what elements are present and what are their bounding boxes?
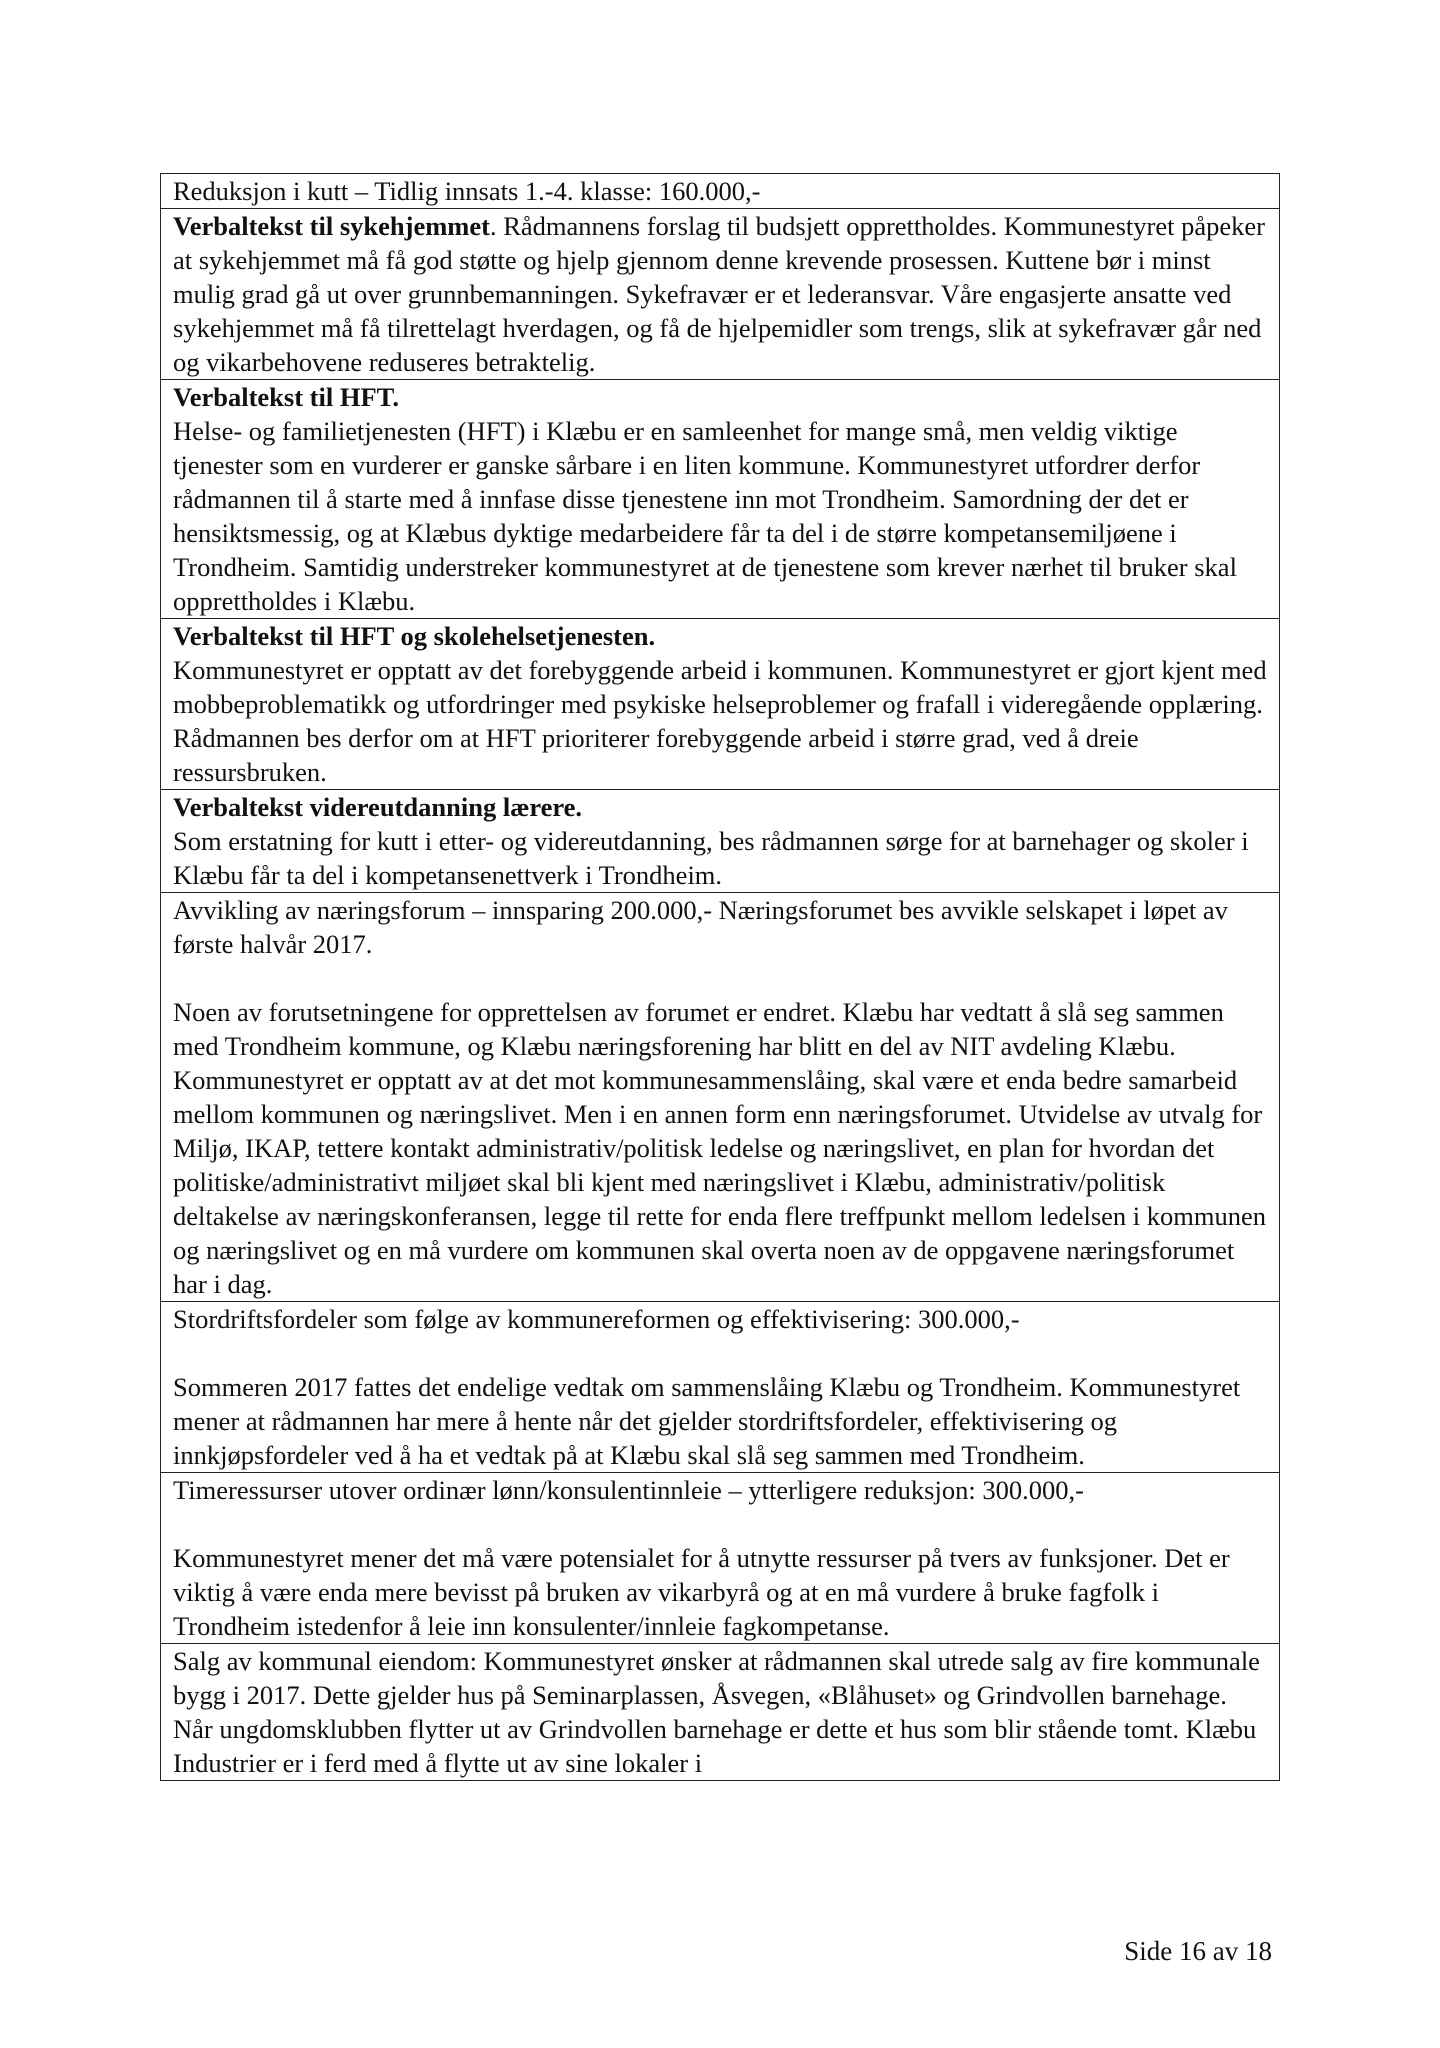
section-heading: Verbaltekst til sykehjemmet xyxy=(173,211,490,241)
table-row xyxy=(161,1473,1280,1644)
section-lead: Stordriftsfordeler som følge av kommunereformen og effektivisering: 300.000,- xyxy=(173,1304,1020,1334)
section-text: Sommeren 2017 fattes det endelige vedtak om sammenslåing Klæbu og Trondheim. Kommunestyret mener at rådmannen har mere å hente når det gjelder stordriftsfordeler, effektivisering og innkjøpsfordeler ved å ha et vedtak på at Klæbu skal slå seg sammen med Trondheim. xyxy=(173,1372,1241,1470)
section-text: Kommunestyret er opptatt av det forebyggende arbeid i kommunen. Kommunestyret er gjort kjent med mobbeproblematikk og utfordringer med psykiske helseproblemer og frafall i videregående opplæring. Rådmannen bes derfor om at HFT prioriterer forebyggende arbeid i større grad, ved å dreie ressursbruken. xyxy=(173,655,1267,787)
section-text: Salg av kommunal eiendom: Kommunestyret ønsker at rådmannen skal utrede salg av fire kommunale bygg i 2017. Dette gjelder hus på Seminarplassen, Åsvegen, «Blåhuset» og Grindvollen barnehage. Når ungdomsklubben flytter ut av Grindvollen barnehage er dette et hus som blir stående tomt. Klæbu Industrier er i ferd med å flytte ut av sine lokaler i xyxy=(173,1646,1260,1778)
table-row xyxy=(161,209,1280,380)
section-text: Helse- og familietjenesten (HFT) i Klæbu er en samleenhet for mange små, men veldig viktige tjenester som en vurderer er ganske sårbare i en liten kommune. Kommunestyret utfordrer derfor rådmannen til å starte med å innfase disse tjenestene inn mot Trondheim. Samordning der det er hensiktsmessig, og at Klæbus dyktige medarbeidere får ta del i de større kompetansemiljøene i Trondheim. Samtidig understreker kommunestyret at de tjenestene som krever nærhet til bruker skal opprettholdes i Klæbu. xyxy=(173,416,1237,616)
document-table xyxy=(160,173,1280,1781)
table-cell xyxy=(161,1473,1280,1644)
section-text: Noen av forutsetningene for opprettelsen av forumet er endret. Klæbu har vedtatt å slå seg sammen med Trondheim kommune, og Klæbu næringsforening har blitt en del av NIT avdeling Klæbu. Kommunestyret er opptatt av at det mot kommunesammenslåing, skal være et enda bedre samarbeid mellom kommunen og næringslivet. Men i en annen form enn næringsforumet. Utvidelse av utvalg for Miljø, IKAP, tettere kontakt administrativ/politisk ledelse og næringslivet, en plan for hvordan det politiske/administrativt miljøet skal bli kjent med næringslivet i Klæbu, administrativ/politisk deltakelse av næringskonferansen, legge til rette for enda flere treffpunkt mellom ledelsen i kommunen og næringslivet og en må vurdere om kommunen skal overta noen av de oppgavene næringsforumet har i dag. xyxy=(173,997,1267,1299)
table-row xyxy=(161,1302,1280,1473)
table-cell xyxy=(161,1302,1280,1473)
table-cell xyxy=(161,174,1280,209)
table-cell xyxy=(161,790,1280,893)
section-text: Kommunestyret mener det må være potensialet for å utnytte ressurser på tvers av funksjoner. Det er viktig å være enda mere bevisst på bruken av vikarbyrå og at en må vurdere å bruke fagfolk i Trondheim istedenfor å leie inn konsulenter/innleie fagkompetanse. xyxy=(173,1543,1230,1641)
page-number: Side 16 av 18 xyxy=(1124,1936,1272,1966)
table-row xyxy=(161,380,1280,619)
section-lead: Timeressurser utover ordinær lønn/konsulentinnleie – ytterligere reduksjon: 300.000,- xyxy=(173,1475,1084,1505)
table-row xyxy=(161,619,1280,790)
table-row xyxy=(161,1644,1280,1781)
table-cell xyxy=(161,893,1280,1302)
cell-text: Reduksjon i kutt – Tidlig innsats 1.-4. klasse: 160.000,- xyxy=(173,176,761,206)
table-row xyxy=(161,174,1280,209)
cell-paragraph xyxy=(173,209,1269,379)
section-text: . Rådmannens forslag til budsjett opprettholdes. Kommunestyret påpeker at sykehjemmet må få god støtte og hjelp gjennom denne krevende prosessen. Kuttene bør i minst mulig grad gå ut over grunnbemanningen. Sykefravær er et lederansvar. Våre engasjerte ansatte ved sykehjemmet må få tilrettelagt hverdagen, og få de hjelpemidler som trengs, slik at sykefravær går ned og vikarbehovene reduseres betraktelig. xyxy=(173,211,1265,377)
table-cell xyxy=(161,209,1280,380)
table-row xyxy=(161,893,1280,1302)
section-text: Som erstatning for kutt i etter- og videreutdanning, bes rådmannen sørge for at barnehager og skoler i Klæbu får ta del i kompetansenettverk i Trondheim. xyxy=(173,826,1249,890)
section-heading: Verbaltekst videreutdanning lærere. xyxy=(173,792,583,822)
table-cell xyxy=(161,380,1280,619)
section-lead: Avvikling av næringsforum – innsparing 200.000,- Næringsforumet bes avvikle selskapet i løpet av første halvår 2017. xyxy=(173,895,1228,959)
table-cell xyxy=(161,1644,1280,1781)
table-cell xyxy=(161,619,1280,790)
table-row xyxy=(161,790,1280,893)
section-heading: Verbaltekst til HFT og skolehelsetjenesten. xyxy=(173,621,656,651)
section-heading: Verbaltekst til HFT. xyxy=(173,382,399,412)
